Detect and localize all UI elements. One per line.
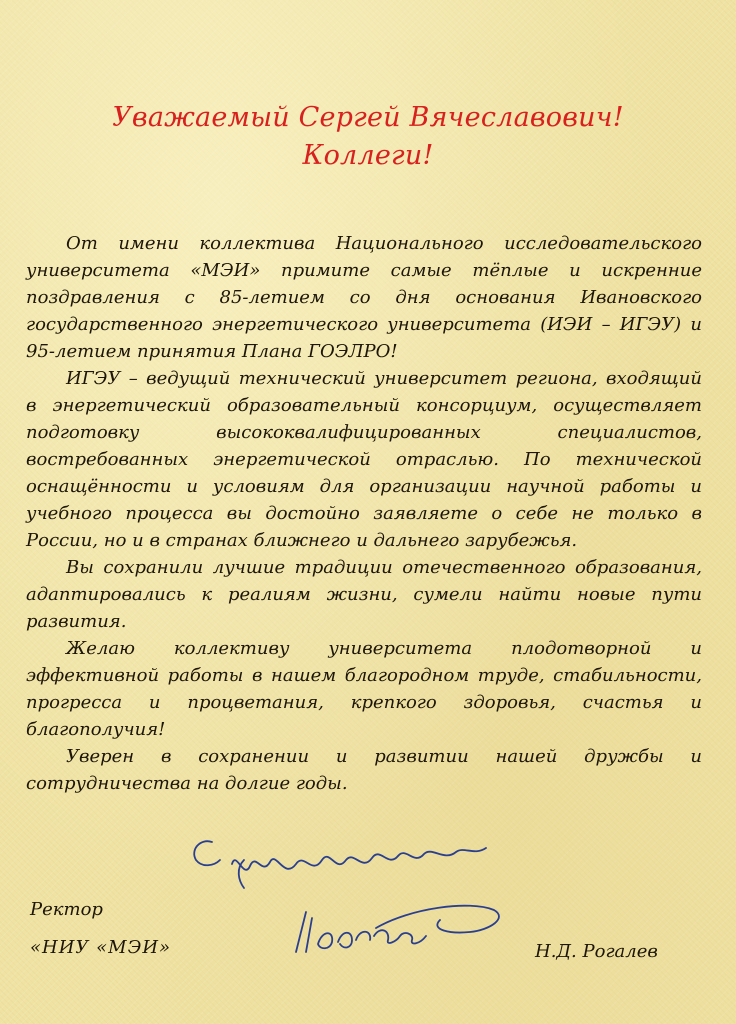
signatory-name: Н.Д. Рогалев [535,941,658,962]
signatory-organization: «НИУ «МЭИ» [30,937,172,958]
signatory-title: Ректор [30,899,103,920]
letter-body [26,230,702,797]
salutation-colleagues: Коллеги! [302,140,434,171]
paragraph-congratulations: От имени коллектива Национального исследовательского университета «МЭИ» примите самые тёплые и искренние поздравления с 85-летием со дня основания Ивановского государственного энергетического университета (ИЭИ – ИГЭУ) и 95-летием принятия Плана ГОЭЛРО! [26,233,702,362]
paragraph-friendship: Уверен в сохранении и развитии нашей дружбы и сотрудничества на долгие годы. [26,746,702,794]
salutation-heading: Уважаемый Сергей Вячеславович! [112,102,624,133]
paragraph-traditions: Вы сохранили лучшие традиции отечественного образования, адаптировались к реалиям жизни, сумели найти новые пути развития. [26,557,702,632]
paragraph-wishes: Желаю коллективу университета плодотворной и эффективной работы в нашем благородном труде, стабильности, прогресса и процветания, крепкого здоровья, счастья и благополучия! [26,638,702,740]
paragraph-university: ИГЭУ – ведущий технический университет региона, входящий в энергетический образовательный консорциум, осуществляет подготовку высококвалифицированных специалистов, востребованных энергетической отраслью. По технической оснащённости и условиям для организации научной работы и учебного процесса вы достойно заявляете о себе не только в России, но и в странах ближнего и дальнего зарубежья. [26,368,702,551]
